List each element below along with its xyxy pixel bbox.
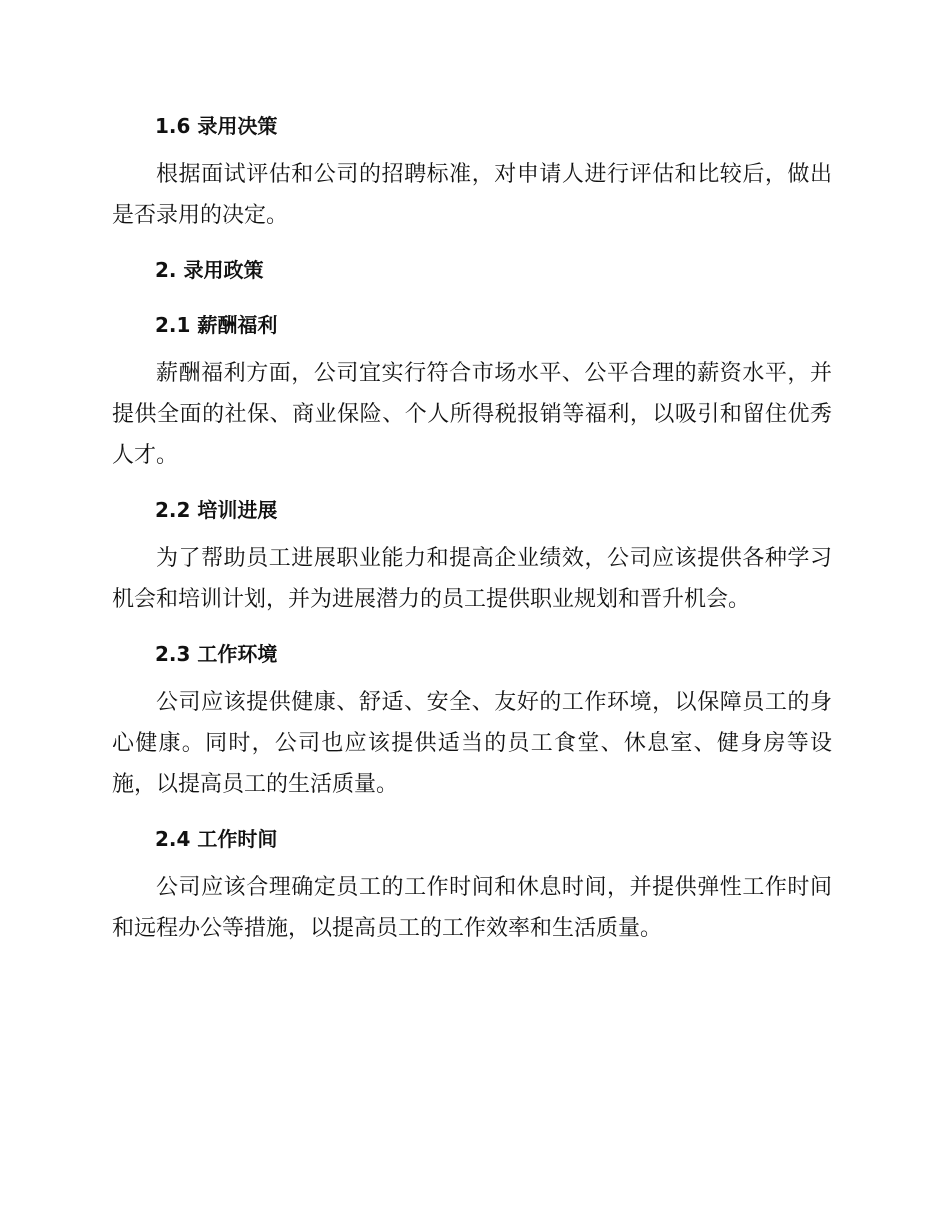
section-heading-2-3: 2.3 工作环境 <box>155 642 278 666</box>
section-paragraph-1-6: 根据面试评估和公司的招聘标准，对申请人进行评估和比较后，做出是否录用的决定。 <box>112 162 832 228</box>
section-paragraph-2-2: 为了帮助员工进展职业能力和提高企业绩效，公司应该提供各种学习机会和培训计划，并为进展潜力的员工提供职业规划和晋升机会。 <box>112 546 832 612</box>
section-heading-2-4: 2.4 工作时间 <box>155 827 278 851</box>
section-heading-1-6: 1.6 录用决策 <box>155 114 278 138</box>
section-heading-2-1: 2.1 薪酬福利 <box>155 313 278 337</box>
section-heading-2-2: 2.2 培训进展 <box>155 498 278 522</box>
section-paragraph-2-4: 公司应该合理确定员工的工作时间和休息时间，并提供弹性工作时间和远程办公等措施，以提高员工的工作效率和生活质量。 <box>112 875 832 941</box>
section-paragraph-2-3: 公司应该提供健康、舒适、安全、友好的工作环境，以保障员工的身心健康。同时，公司也应该提供适当的员工食堂、休息室、健身房等设施，以提高员工的生活质量。 <box>112 690 832 797</box>
section-paragraph-2-1: 薪酬福利方面，公司宜实行符合市场水平、公平合理的薪资水平，并提供全面的社保、商业保险、个人所得税报销等福利，以吸引和留住优秀人才。 <box>112 361 832 468</box>
section-heading-2: 2. 录用政策 <box>155 258 264 282</box>
document-body <box>112 112 832 949</box>
